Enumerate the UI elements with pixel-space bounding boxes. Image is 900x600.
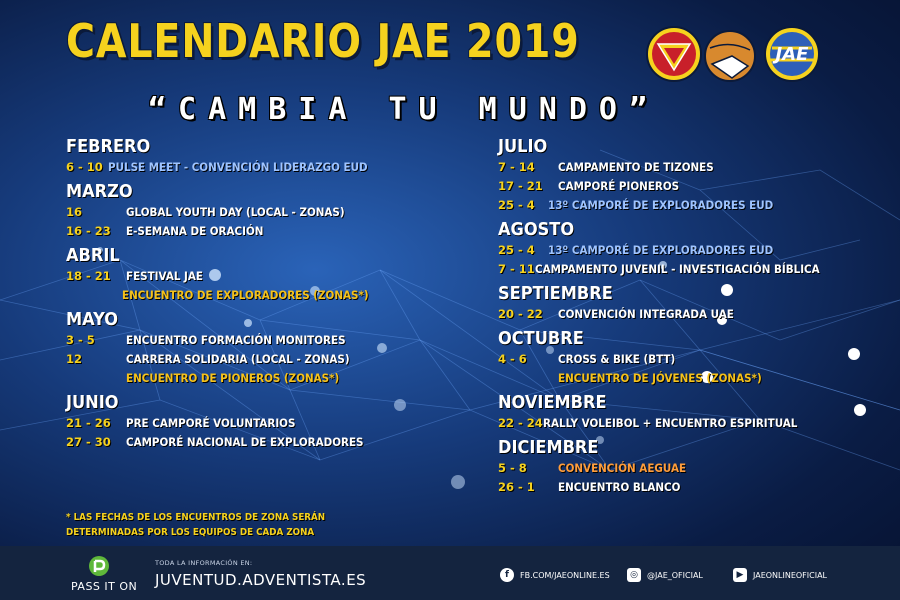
youtube-handle: JAEONLINEOFICIAL: [753, 570, 828, 580]
youtube-icon: ▶: [733, 568, 747, 582]
event-date: 27 - 30: [66, 435, 111, 449]
event-date: 16 - 23: [66, 224, 111, 238]
event-name: ENCUENTRO DE JÓVENES (ZONAS*): [558, 371, 762, 385]
month-title: SEPTIEMBRE: [498, 283, 613, 304]
event-date: 4 - 6: [498, 352, 527, 366]
month-title: NOVIEMBRE: [498, 392, 607, 413]
facebook-icon: f: [500, 568, 514, 582]
event-date: 12: [66, 352, 83, 366]
event-row: [66, 433, 396, 452]
month-title: MARZO: [66, 181, 133, 202]
event-date: 20 - 22: [498, 307, 543, 321]
instagram-link[interactable]: [627, 568, 703, 582]
facebook-link[interactable]: [500, 568, 610, 582]
event-date: 6 - 10: [66, 160, 103, 174]
event-name: PRE CAMPORÉ VOLUNTARIOS: [126, 416, 296, 430]
event-name: PULSE MEET - CONVENCIÓN LIDERAZGO EUD: [107, 160, 368, 174]
event-name: CAMPORÉ PIONEROS: [558, 179, 680, 193]
event-date: 26 - 1: [498, 480, 535, 494]
month-title: ABRIL: [66, 245, 120, 266]
month-title: DICIEMBRE: [498, 437, 599, 458]
event-row: [498, 414, 798, 433]
logos: [640, 26, 832, 86]
month-block: [498, 136, 798, 215]
event-row: [498, 158, 798, 177]
event-date: [66, 286, 122, 305]
calendar-right-column: [498, 136, 820, 497]
instagram-icon: ◎: [627, 568, 641, 582]
event-date: 7 - 14: [498, 160, 535, 174]
event-date: 3 - 5: [66, 333, 95, 347]
event-row: [66, 158, 396, 177]
event-name: CROSS & BIKE (BTT): [558, 352, 676, 366]
website-link[interactable]: JUVENTUD.ADVENTISTA.ES: [155, 571, 367, 589]
event-date: 22 - 24: [498, 416, 543, 430]
page-title: CALENDARIO JAE 2019: [66, 14, 580, 68]
month-block: [66, 136, 396, 177]
event-name: CONVENCIÓN AEGUAE: [558, 461, 687, 475]
event-row: [66, 203, 396, 222]
event-name: 13º CAMPORÉ DE EXPLORADORES EUD: [547, 198, 773, 212]
event-row: [498, 369, 798, 388]
event-name: CAMPAMENTO DE TIZONES: [558, 160, 714, 174]
event-row: [66, 286, 396, 305]
event-date: 17 - 21: [498, 179, 543, 193]
event-date: 16: [66, 205, 83, 219]
event-row: [498, 459, 798, 478]
youtube-link[interactable]: [733, 568, 827, 582]
month-title: JULIO: [498, 136, 548, 157]
month-title: OCTUBRE: [498, 328, 584, 349]
facebook-handle: FB.COM/JAEONLINE.ES: [520, 570, 610, 580]
event-row: [66, 414, 396, 433]
event-date: [498, 369, 558, 388]
event-name: E-SEMANA DE ORACIÓN: [126, 224, 264, 238]
pathfinder-shield-icon: [647, 27, 701, 81]
event-name: GLOBAL YOUTH DAY (LOCAL - ZONAS): [126, 205, 345, 219]
month-block: [66, 392, 396, 452]
pass-it-on-logo-text: PASS IT ON: [71, 580, 138, 593]
event-date: 5 - 8: [498, 461, 527, 475]
event-name: CAMPORÉ NACIONAL DE EXPLORADORES: [126, 435, 364, 449]
jae-logo-icon: [765, 27, 819, 81]
event-date: 18 - 21: [66, 269, 111, 283]
event-date: [66, 369, 126, 388]
event-date: 25 - 4: [498, 198, 535, 212]
event-row: [498, 177, 798, 196]
event-date: 7 - 11: [498, 262, 535, 276]
event-name: CARRERA SOLIDARIA (LOCAL - ZONAS): [126, 352, 350, 366]
month-block: [66, 309, 396, 388]
event-name: ENCUENTRO DE PIONEROS (ZONAS*): [126, 371, 340, 385]
event-name: ENCUENTRO DE EXPLORADORES (ZONAS*): [122, 288, 369, 302]
month-block: [498, 283, 798, 324]
month-block: [498, 437, 798, 497]
event-row: [498, 350, 798, 369]
event-row: [498, 260, 820, 279]
event-row: [498, 305, 798, 324]
event-row: [66, 331, 396, 350]
event-row: [66, 350, 396, 369]
month-title: FEBRERO: [66, 136, 151, 157]
subtitle: “CAMBIA TU MUNDO”: [148, 92, 660, 127]
event-row: [66, 267, 396, 286]
month-block: [66, 245, 396, 305]
month-block: [498, 328, 798, 388]
event-name: 13º CAMPORÉ DE EXPLORADORES EUD: [547, 243, 773, 257]
calendar-left-column: [66, 136, 396, 452]
month-block: [498, 392, 798, 433]
event-name: FESTIVAL JAE: [126, 269, 203, 283]
month-block: [498, 219, 820, 279]
event-name: CAMPAMENTO JUVENIL - INVESTIGACIÓN BÍBLICA: [534, 262, 820, 276]
month-title: JUNIO: [66, 392, 119, 413]
event-row: [66, 222, 396, 241]
event-row: [498, 478, 798, 497]
jae-logo-text: JAE: [775, 44, 809, 65]
event-date: 21 - 26: [66, 416, 111, 430]
event-row: [498, 241, 798, 260]
instagram-handle: @JAE_OFICIAL: [647, 570, 703, 580]
footer: [0, 546, 900, 600]
event-row: [66, 369, 396, 388]
month-title: MAYO: [66, 309, 119, 330]
event-name: ENCUENTRO FORMACIÓN MONITORES: [126, 333, 346, 347]
event-date: 25 - 4: [498, 243, 535, 257]
event-name: RALLY VOLEIBOL + ENCUENTRO ESPIRITUAL: [542, 416, 798, 430]
adventurer-logo-icon: [705, 31, 755, 81]
month-title: AGOSTO: [498, 219, 575, 240]
footnote: * LAS FECHAS DE LOS ENCUENTROS DE ZONA SERÁN DETERMINADAS POR LOS EQUIPOS DE CADA ZONA: [66, 512, 326, 538]
info-label: TODA LA INFORMACIÓN EN:: [155, 559, 253, 567]
event-row: [498, 196, 798, 215]
month-block: [66, 181, 396, 241]
event-name: CONVENCIÓN INTEGRADA UAE: [558, 307, 734, 321]
event-name: ENCUENTRO BLANCO: [558, 480, 681, 494]
